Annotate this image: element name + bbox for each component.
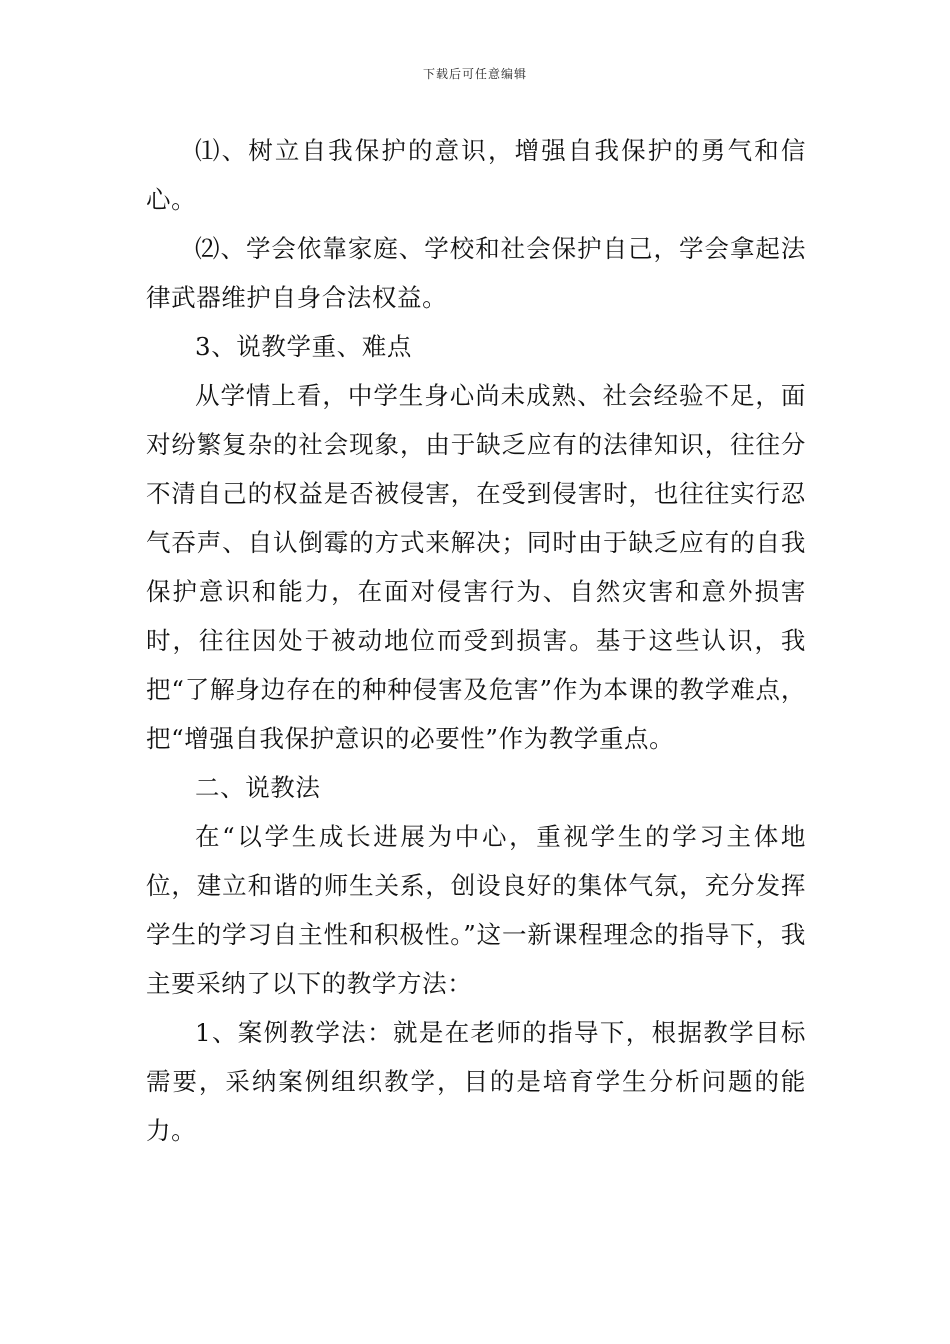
paragraph-1: ⑴、树立自我保护的意识，增强自我保护的勇气和信心。 (146, 136, 806, 214)
paragraph-methods-intro: 在“以学生成长进展为中心，重视学生的学习主体地位，建立和谐的师生关系，创设良好的集体气氛，充分发挥学生的学习自主性和积极性。”这一新课程理念的指导下，我主要采纳了以下的教学方法： (146, 822, 806, 998)
paragraph-case-method: 1、案例教学法：就是在老师的指导下，根据教学目标需要，采纳案例组织教学，目的是培育学生分析问题的能力。 (146, 1018, 806, 1145)
section-heading-teaching-focus: 3、说教学重、难点 (195, 332, 412, 361)
paragraph-2: ⑵、学会依靠家庭、学校和社会保护自己，学会拿起法律武器维护自身合法权益。 (146, 234, 806, 312)
document-body (146, 126, 806, 1155)
section-heading-teaching-methods: 二、说教法 (195, 773, 321, 802)
paragraph-analysis: 从学情上看，中学生身心尚未成熟、社会经验不足，面对纷繁复杂的社会现象，由于缺乏应有的法律知识，往往分不清自己的权益是否被侵害，在受到侵害时，也往往实行忍气吞声、自认倒霉的方式来解决；同时由于缺乏应有的自我保护意识和能力，在面对侵害行为、自然灾害和意外损害时，往往因处于被动地位而受到损害。基于这些认识，我把“了解身边存在的种种侵害及危害”作为本课的教学难点，把“增强自我保护意识的必要性”作为教学重点。 (146, 381, 806, 753)
page-header: 下载后可任意编辑 (422, 67, 527, 81)
